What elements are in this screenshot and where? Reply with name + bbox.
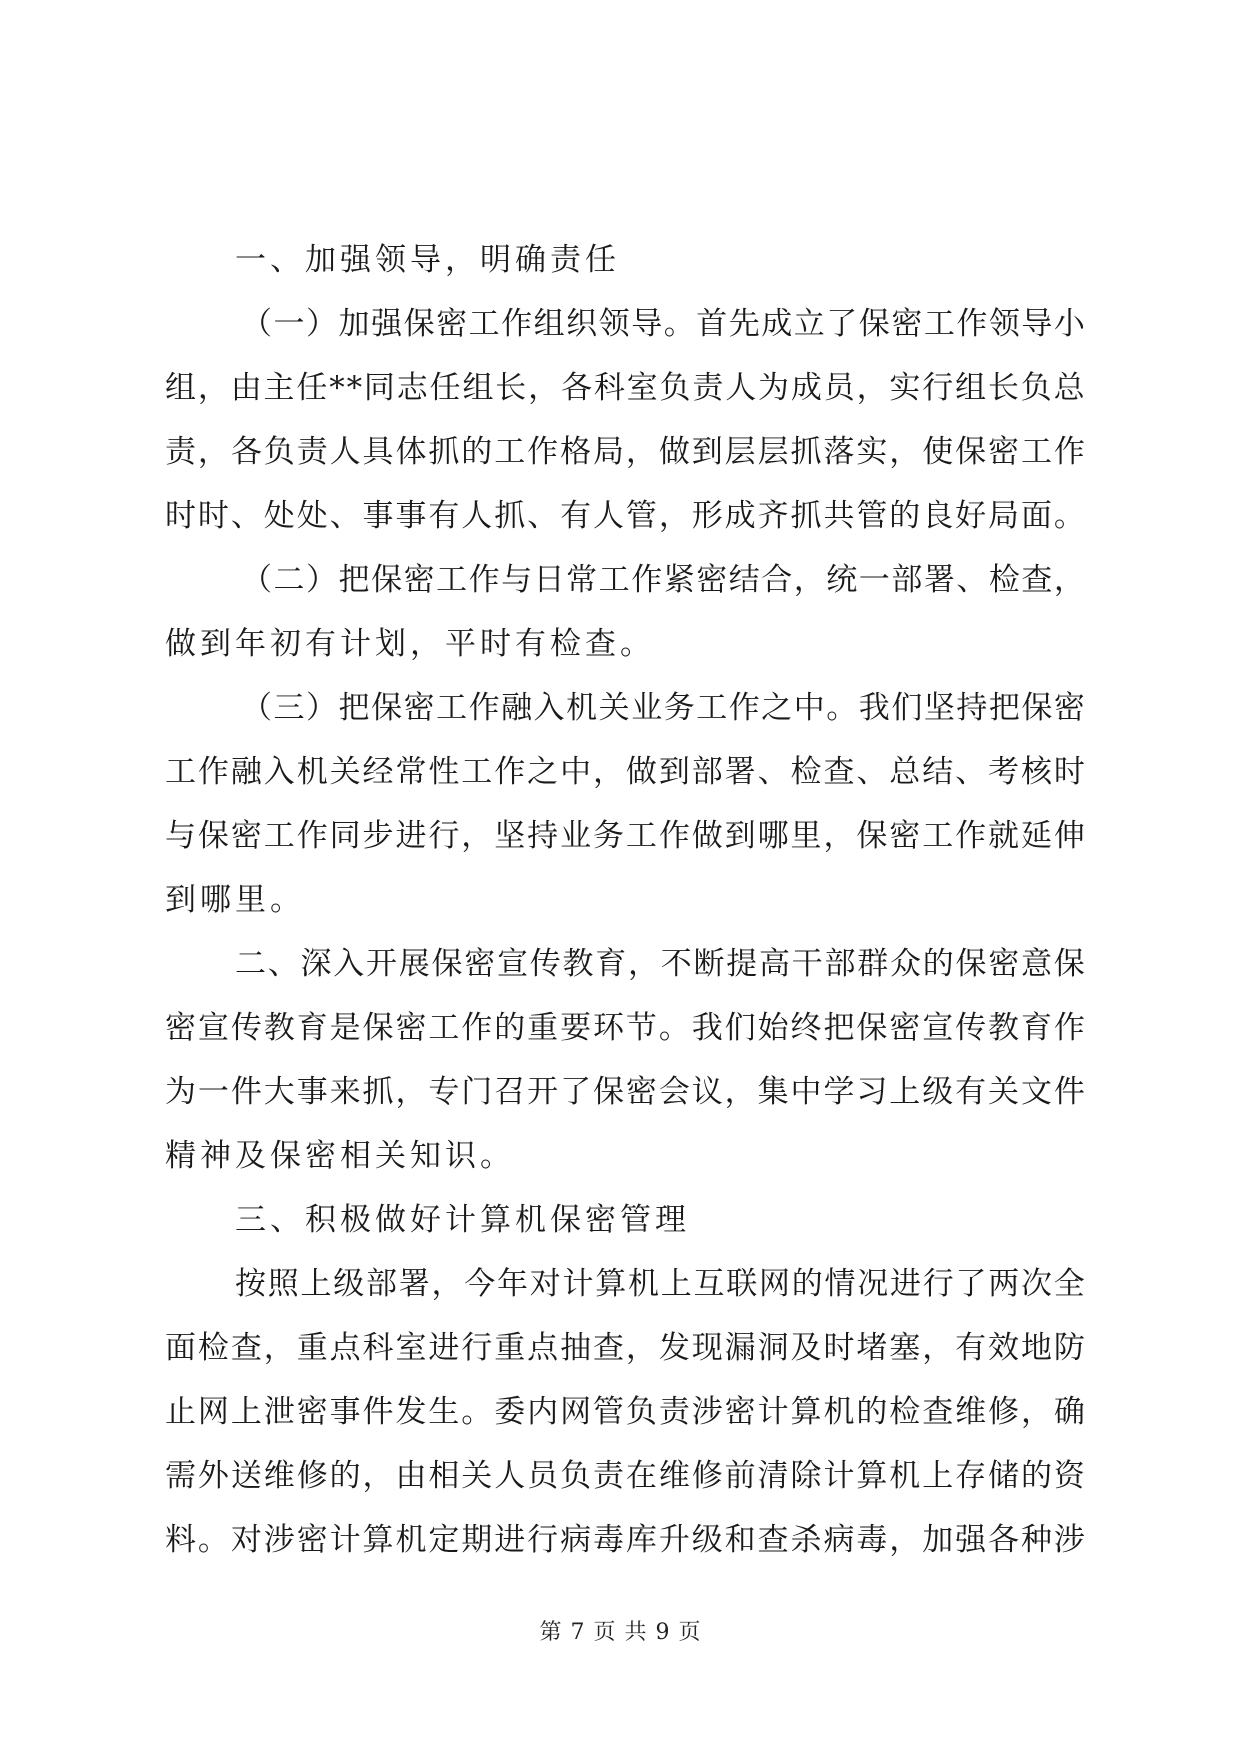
document-body <box>165 228 1085 1572</box>
text-line: 一、加强领导，明确责任 <box>235 242 620 278</box>
text-line: 组 ， 由 主 任 * * 同 志 任 组 长 ， 各 科 室 负 责 人 为 成 员 ， 实 行 组 长 负 总 <box>165 370 1085 406</box>
text-line: 工 作 融 入 机 关 经 常 性 工 作 之 中 ， 做 到 部 署 、 检 查 、 总 结 、 考 核 时 <box>165 754 1085 790</box>
text-line: 面 检 查 ， 重 点 科 室 进 行 重 点 抽 查 ， 发 现 漏 洞 及 时 堵 塞 ， 有 效 地 防 <box>165 1330 1085 1366</box>
text-line: （ 二 ） 把 保 密 工 作 与 日 常 工 作 紧 密 结 合 ， 统 一 部 署 、 检 查 ， <box>241 562 1085 598</box>
text-line: 与 保 密 工 作 同 步 进 行 ， 坚 持 业 务 工 作 做 到 哪 里 ， 保 密 工 作 就 延 伸 <box>165 818 1085 854</box>
text-line: （ 一 ） 加 强 保 密 工 作 组 织 领 导 。 首 先 成 立 了 保 密 工 作 领 导 小 <box>241 306 1085 342</box>
text-line: 三、积极做好计算机保密管理 <box>235 1202 690 1238</box>
text-line: 二 、 深 入 开 展 保 密 宣 传 教 育 ， 不 断 提 高 干 部 群 众 的 保 密 意 保 <box>235 946 1085 982</box>
text-line: 为 一 件 大 事 来 抓 ， 专 门 召 开 了 保 密 会 议 ， 集 中 学 习 上 级 有 关 文 件 <box>165 1074 1085 1110</box>
text-line: 按 照 上 级 部 署 ， 今 年 对 计 算 机 上 互 联 网 的 情 况 进 行 了 两 次 全 <box>235 1266 1085 1302</box>
text-line: 止 网 上 泄 密 事 件 发 生 。 委 内 网 管 负 责 涉 密 计 算 机 的 检 查 维 修 ， 确 <box>165 1394 1085 1430</box>
text-line: 料 。 对 涉 密 计 算 机 定 期 进 行 病 毒 库 升 级 和 查 杀 病 毒 ， 加 强 各 种 涉 <box>165 1522 1085 1558</box>
text-line: 需 外 送 维 修 的 ， 由 相 关 人 员 负 责 在 维 修 前 清 除 计 算 机 上 存 储 的 资 <box>165 1458 1085 1494</box>
text-line: 精神及保密相关知识。 <box>165 1138 515 1174</box>
text-line: （ 三 ） 把 保 密 工 作 融 入 机 关 业 务 工 作 之 中 。 我 们 坚 持 把 保 密 <box>241 690 1085 726</box>
text-line: 做到年初有计划，平时有检查。 <box>165 626 655 662</box>
page-footer: 第 7 页 共 9 页 <box>539 1620 702 1645</box>
text-line: 责 ， 各 负 责 人 具 体 抓 的 工 作 格 局 ， 做 到 层 层 抓 落 实 ， 使 保 密 工 作 <box>165 434 1085 470</box>
text-line: 到哪里。 <box>165 882 305 918</box>
text-line: 时 时 、 处 处 、 事 事 有 人 抓 、 有 人 管 ， 形 成 齐 抓 共 管 的 良 好 局 面 。 <box>165 498 1085 534</box>
text-line: 密 宣 传 教 育 是 保 密 工 作 的 重 要 环 节 。 我 们 始 终 把 保 密 宣 传 教 育 作 <box>165 1010 1085 1046</box>
